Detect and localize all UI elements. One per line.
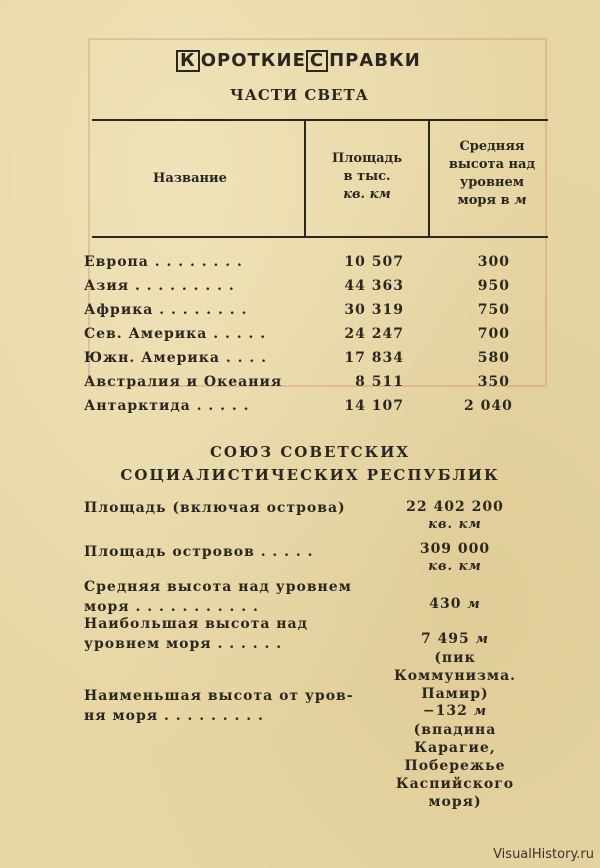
section-title-ussr-line1: СОЮЗ СОВЕТСКИХ [209,443,411,461]
fact-value-mean-height: 430 м [429,596,481,612]
column-header-name: Название [153,171,227,186]
row-name: Азия . . . . . . . . . [84,278,235,294]
row-name: Сев. Америка . . . . . [84,326,267,342]
row-area: 14 107 [344,398,404,414]
fact-label-total-area: Площадь (включая острова) [84,500,346,516]
section-title-ussr-line2: СОЦИАЛИСТИЧЕСКИХ РЕСПУБЛИК [120,466,500,484]
fact-label-mean-height: Средняя высота над уровнем моря . . . . . . . . . . . [84,579,352,615]
watermark: VisualHistory.ru [493,847,594,862]
column-header-area: Площадь в тыс. кв. км [331,151,403,202]
section-title-continents: ЧАСТИ СВЕТА [230,86,369,104]
row-area: 17 834 [344,350,404,366]
row-height: 2 040 [464,398,513,414]
row-height: 700 [477,326,510,342]
row-height: 950 [477,278,510,294]
row-name: Европа . . . . . . . . [84,254,243,270]
row-name: Африка . . . . . . . . [84,302,248,318]
fact-value-max-height: 7 495 м (пик Коммунизма. Памир) [393,631,517,702]
title-word-short: ОРОТКИЕ [200,50,306,71]
row-area: 10 507 [344,254,404,270]
column-header-height: Средняя высота над уровнем моря в м [448,139,536,208]
fact-label-max-height: Наибольшая высота над уровнем моря . . . . . . [84,616,308,652]
row-height: 750 [477,302,510,318]
row-area: 8 511 [355,374,404,390]
row-height: 300 [477,254,510,270]
row-name: Южн. Америка . . . . [84,350,267,366]
table-col-divider-1 [304,121,306,236]
table-top-rule [92,119,548,121]
table-col-divider-2 [428,121,430,236]
row-name: Австралия и Океания [84,374,283,390]
fact-label-islands-area: Площадь островов . . . . . [84,544,314,560]
row-height: 350 [477,374,510,390]
title-initial-k: К [176,50,200,72]
row-name: Антарктида . . . . . [84,398,250,414]
page-title [176,50,421,72]
fact-label-min-height: Наименьшая высота от уров- ня моря . . . . . . . . . [84,688,354,724]
fact-value-min-height: −132 м (впадина Карагие, Побережье Каспийского моря) [395,703,515,810]
table-header-rule [92,236,548,238]
row-height: 580 [477,350,510,366]
title-word-info: ПРАВКИ [329,50,421,71]
title-initial-s: С [306,50,328,72]
fact-value-total-area: 22 402 200 кв. км [406,499,504,532]
row-area: 24 247 [344,326,404,342]
row-area: 30 319 [344,302,404,318]
row-area: 44 363 [344,278,404,294]
fact-value-islands-area: 309 000 кв. км [419,541,491,574]
